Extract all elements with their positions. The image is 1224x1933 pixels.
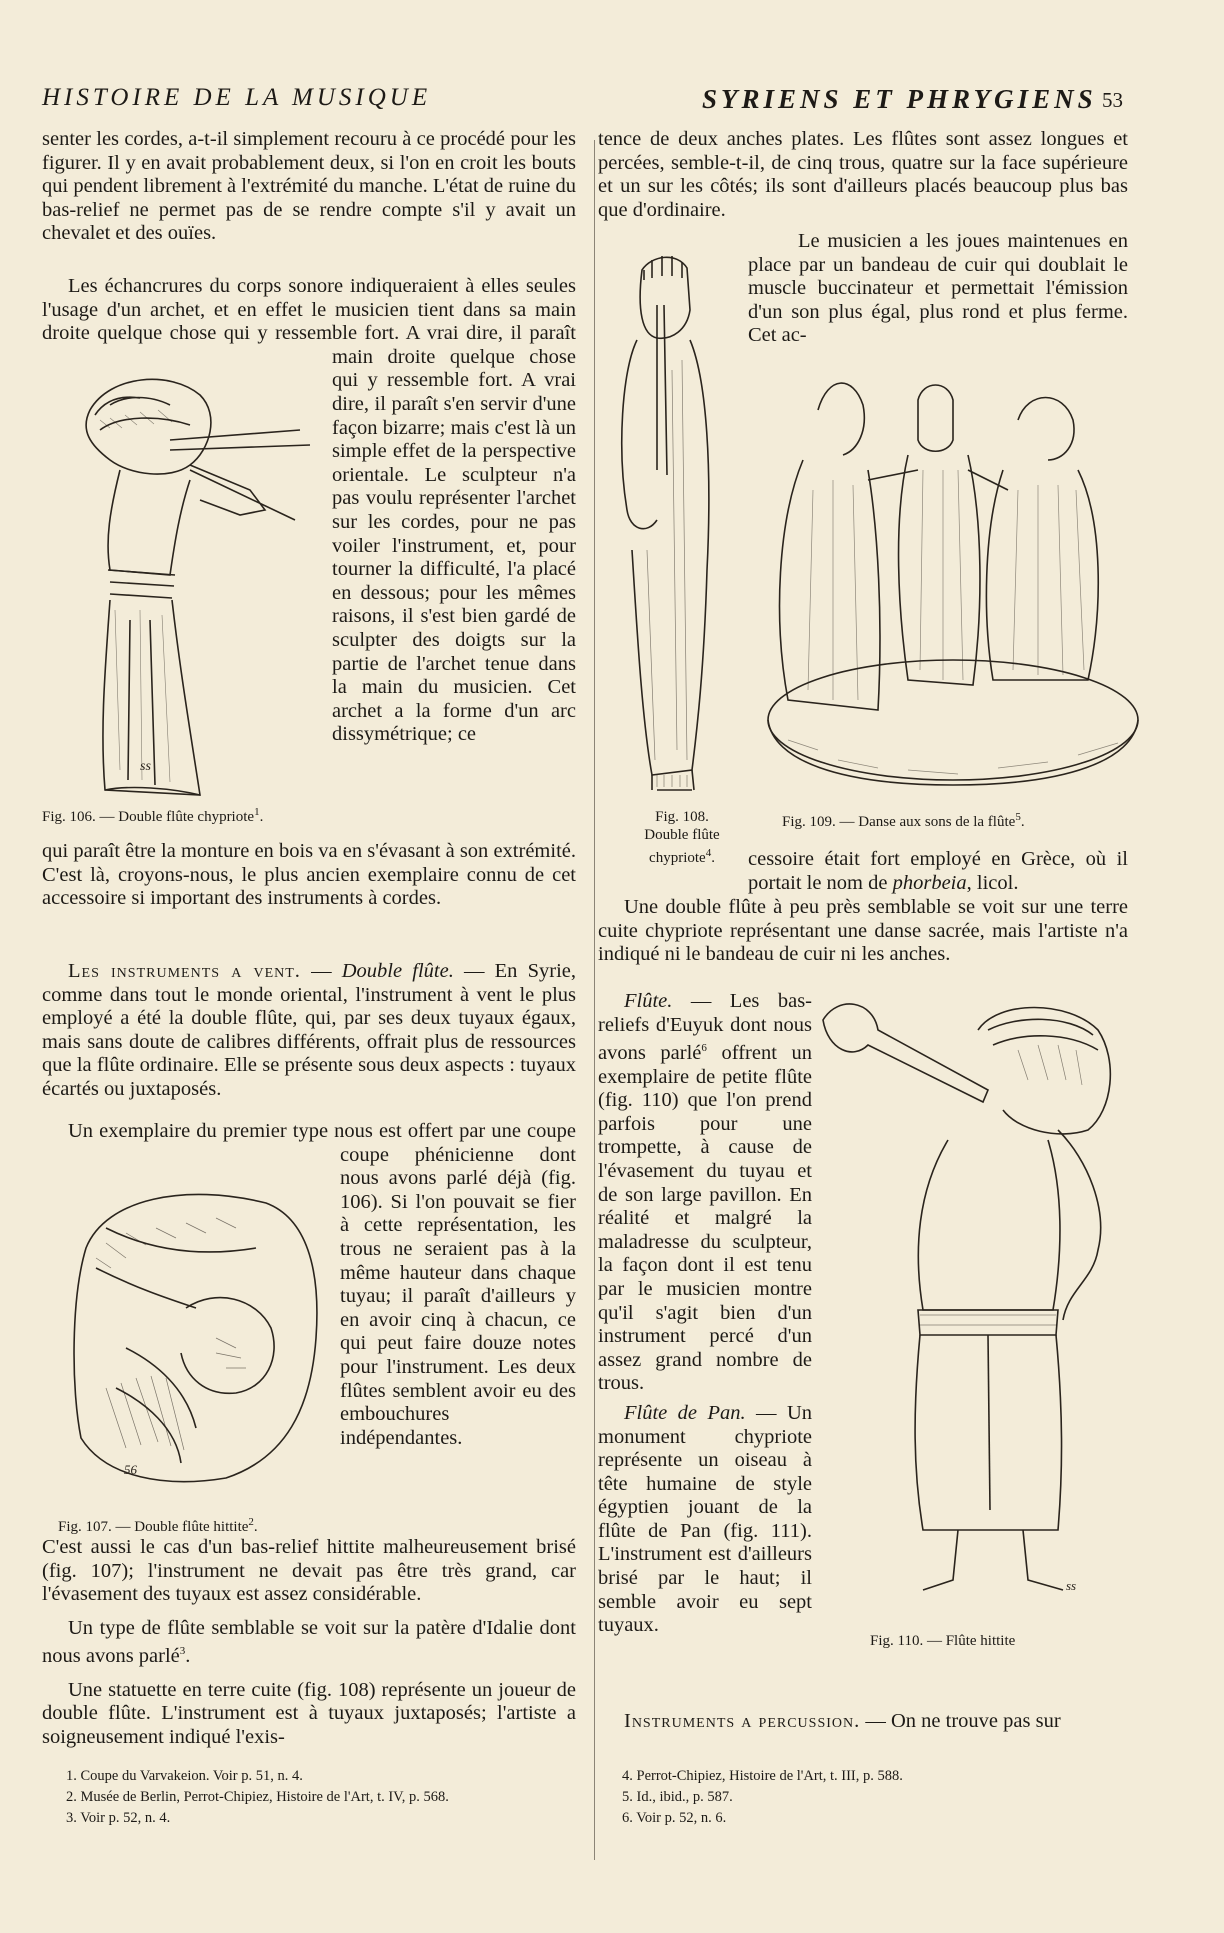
left-column-top [42, 128, 576, 256]
figure-106-double-flute-player [50, 370, 322, 800]
footnote: 1. Coupe du Varvakeion. Voir p. 51, n. 4. [66, 1768, 303, 1784]
paragraph: Flûte. — Les bas-reliefs d'Euyuk dont nous avons parlé$^6$ offrent un exemplaire de petite flûte (fig. 110) que l'on prend parfois pour une trompette, à cause de l'évasement du tuyau et de son large pavillon. En réalité et malgré la maladresse du sculpteur, la façon dont il est tenu par le musicien montre qu'il s'agit bien d'un instrument percé d'un assez grand nombre de trous. [598, 990, 813, 1395]
section-wind-instruments [42, 960, 576, 1102]
paragraph: Flûte de Pan. — Un monument chypriote représente un oiseau à tête humaine de style égyptien jouant de la flûte de Pan (fig. 111). L'instrument est d'ailleurs brisé par le haut; il semble avoir eu sept tuyaux. [598, 1401, 813, 1637]
page-number: 53 [1102, 88, 1123, 112]
footnote: 5. Id., ibid., p. 587. [622, 1789, 733, 1805]
footnote-ref: 1 [254, 806, 260, 818]
footnote: 3. Voir p. 52, n. 4. [66, 1810, 171, 1826]
paragraph-text: Un type de flûte semblable se voit sur la patère d'Idalie dont nous avons parlé [42, 1616, 576, 1668]
left-column-p4-intro [42, 1120, 576, 1144]
paragraph-text: On ne trouve pas sur [891, 1710, 1061, 1732]
caption-text: Fig. 109. — Danse aux sons de la flûte [782, 814, 1016, 830]
footnote: 6. Voir p. 52, n. 6. [622, 1810, 727, 1826]
footnotes-right [622, 1766, 903, 1829]
left-column-wrap-fig107 [340, 1144, 576, 1520]
left-column-after-fig106 [42, 840, 576, 921]
paragraph: C'est aussi le cas d'un bas-relief hittite malheureusement brisé (fig. 107); l'instrument ne devait pas être très grand, car l'évasement des tuyaux est assez considérable. [42, 1536, 576, 1606]
paragraph-text: cessoire était fort employé en Grèce, où il portait le nom de [748, 848, 1128, 894]
left-column-p2-intro [42, 275, 576, 345]
section-heading: Instruments a percussion. [624, 1710, 861, 1732]
figure-107-hittite-relief [66, 1188, 328, 1488]
caption-line: Fig. 108. [655, 809, 709, 825]
caption-line: Double flûte [644, 827, 720, 843]
figure-110-hittite-flute [818, 990, 1128, 1600]
paragraph-continuation: coupe phénicienne dont nous avons parlé déjà (fig. 106). Si l'on pouvait se fier à cette représentation, les trous ne seraient pas à la même hauteur dans chaque tuyau; il paraît d'ailleurs y en avoir cinq à chacun, ce qui peut faire douze notes pour l'instrument. Les deux flûtes semblent avoir eu des embouchures indépendantes. [340, 1144, 576, 1449]
caption-fig-109: Fig. 109. — Danse aux sons de la flûte$^5$. [782, 811, 1025, 830]
figure-106-signature: ss [140, 759, 151, 774]
footnote-ref: 5 [1015, 811, 1021, 823]
paragraph-continuation: main droite quelque chose qui y ressemble fort. A vrai dire, il paraît s'en servir d'une façon bizarre; mais c'est là un simple effet de la perspective orientale. Le sculpteur n'a pas voulu représenter l'archet sur les cordes, pour ne pas voiler l'instrument, et, pour tourner la difficulté, l'a placé en dessous; pour les mêmes raisons, il s'est bien gardé de sculpter des doigts sur la partie de l'archet tenue dans la main du musicien. Cet archet a la forme d'un arc dissymétrique; ce [332, 345, 576, 746]
figure-109-dance [758, 360, 1140, 790]
paragraph [748, 848, 1128, 895]
section-percussion [598, 1710, 1128, 1734]
paragraph: Le musicien a les joues maintenues en place par un bandeau de cuir qui doublait le muscle buccinateur et permettait l'émission d'un son plus égal, plus rond et plus ferme. Cet ac- [748, 230, 1128, 347]
footnote-ref: 2 [248, 1516, 254, 1528]
paragraph: Un exemplaire du premier type nous est offert par une coupe [68, 1120, 576, 1142]
right-column-wrap-fig108 [748, 230, 1128, 350]
caption-fig-110: Fig. 110. — Flûte hittite [870, 1633, 1016, 1649]
paragraph: qui paraît être la monture en bois va en s'évasant à son extrémité. C'est là, croyons-nous, le plus ancien exemplaire connu de cet accessoire si important des instruments à cordes. [42, 840, 576, 910]
subsection-title: Flûte de Pan. [624, 1401, 746, 1424]
figure-107-signature: 56 [124, 1462, 137, 1477]
right-column-wrap-fig110 [598, 990, 812, 1638]
running-head-right: SYRIENS ET PHRYGIENS [702, 84, 1097, 114]
caption-fig-106: Fig. 106. — Double flûte chypriote$^1$. [42, 806, 264, 825]
paragraph: Les échancrures du corps sonore indiqueraient à elles seules l'usage d'un archet, et en effet le musicien tient dans sa main droite quelque chose qui y ressemble fort. A vrai dire, il paraît [42, 275, 576, 345]
paragraph: Instruments a percussion. — On ne trouve pas sur [624, 1710, 1061, 1732]
caption-text: Fig. 107. — Double flûte hittite [58, 1519, 249, 1535]
paragraph-text: En Syrie, comme dans tout le monde oriental, l'instrument à vent le plus employé a été la double flûte, qui, par ses deux tuyaux égaux, mais sans doute de calibres différents, offrait plus de ressources que la flûte ordinaire. Elle se présente sous deux aspects : tuyaux écartés ou juxtaposés. [42, 960, 576, 1100]
right-column-top [598, 128, 1128, 232]
figure-108-statuette [612, 250, 742, 795]
footnotes-left [66, 1766, 449, 1829]
subsection-title: Double flûte. [341, 960, 454, 982]
footnote: 4. Perrot-Chipiez, Histoire de l'Art, t. III, p. 588. [622, 1768, 903, 1784]
right-column-p3 [598, 896, 1128, 967]
caption-text: Fig. 106. — Double flûte chypriote [42, 809, 255, 825]
paragraph: Les instruments a vent. — Double flûte. — En Syrie, comme dans tout le monde oriental, l'instrument à vent le plus employé a été la double flûte, qui, par ses deux tuyaux égaux, mais sans doute de calibres différents, offrait plus de ressources que la flûte ordinaire. Elle se présente sous deux aspects : tuyaux écartés ou juxtaposés. [42, 960, 576, 1100]
paragraph: Une double flûte à peu près semblable se voit sur une terre cuite chypriote représentant une danse sacrée, mais l'artiste n'a indiqué ni le bandeau de cuir ni les anches. [598, 896, 1128, 966]
footnote-divider [594, 1768, 595, 1828]
paragraph-text: offrent un exemplaire de petite flûte (fig. 110) que l'on prend parfois pour une trompette, à cause de l'évasement du tuyau et de son large pavillon. En réalité et malgré la maladresse du sculpteur, la façon dont il est tenu par le musicien montre qu'il s'agit bien d'un instrument percé d'un assez grand nombre de trous. [598, 1042, 813, 1395]
paragraph: tence de deux anches plates. Les flûtes sont assez longues et percées, semble-t-il, de cinq trous, quatre sur la face supérieure et un sur les côtés; ils sont d'ailleurs placés beaucoup plus bas que d'ordinaire. [598, 128, 1128, 221]
paragraph-text: Les bas-reliefs d'Euyuk dont nous avons parlé [598, 990, 812, 1065]
left-column-wrap-fig106 [332, 345, 576, 829]
greek-term: phorbeia [892, 871, 967, 894]
caption-fig-108: Fig. 108. Double flûte chypriote$^4$. [634, 808, 730, 867]
caption-line: chypriote [649, 850, 706, 866]
paragraph: senter les cordes, a-t-il simplement recouru à ce procédé pour les figurer. Il y en avait probablement deux, si l'on en croit les bouts qui pendent librement à l'extrémité du manche. L'état de ruine du bas-relief ne permet pas de se rendre compte s'il y avait un chevalet et des ouïes. [42, 128, 576, 245]
footnote-ref: 4 [705, 847, 712, 859]
right-column-after-fig109 [748, 848, 1128, 895]
section-heading: Les instruments a vent. [68, 960, 301, 982]
column-divider [594, 140, 595, 1860]
paragraph: Un type de flûte semblable se voit sur la patère d'Idalie dont nous avons parlé$^3$. [42, 1616, 576, 1668]
paragraph: Une statuette en terre cuite (fig. 108) représente un joueur de double flûte. L'instrument est à tuyaux juxtaposés; l'artiste a soigneusement indiqué l'exis- [42, 1678, 576, 1748]
left-column-bottom [42, 1536, 576, 1760]
paragraph-text: , licol. [966, 871, 1019, 894]
running-head-left: HISTOIRE DE LA MUSIQUE [42, 84, 432, 111]
footnote: 2. Musée de Berlin, Perrot-Chipiez, Histoire de l'Art, t. IV, p. 568. [66, 1789, 449, 1805]
footnote-ref: 3 [179, 1645, 186, 1658]
caption-fig-107: Fig. 107. — Double flûte hittite$^2$. [58, 1516, 258, 1535]
footnote-ref: 6 [701, 1042, 707, 1055]
paragraph-text: Un monument chypriote représente un oiseau à tête humaine de style égyptien jouant de la flûte de Pan (fig. 111). L'instrument est d'ailleurs brisé par le haut; il semble avoir eu sept tuyaux. [598, 1401, 813, 1637]
subsection-title: Flûte. [624, 990, 673, 1012]
figure-110-signature: ss [1066, 1578, 1077, 1593]
